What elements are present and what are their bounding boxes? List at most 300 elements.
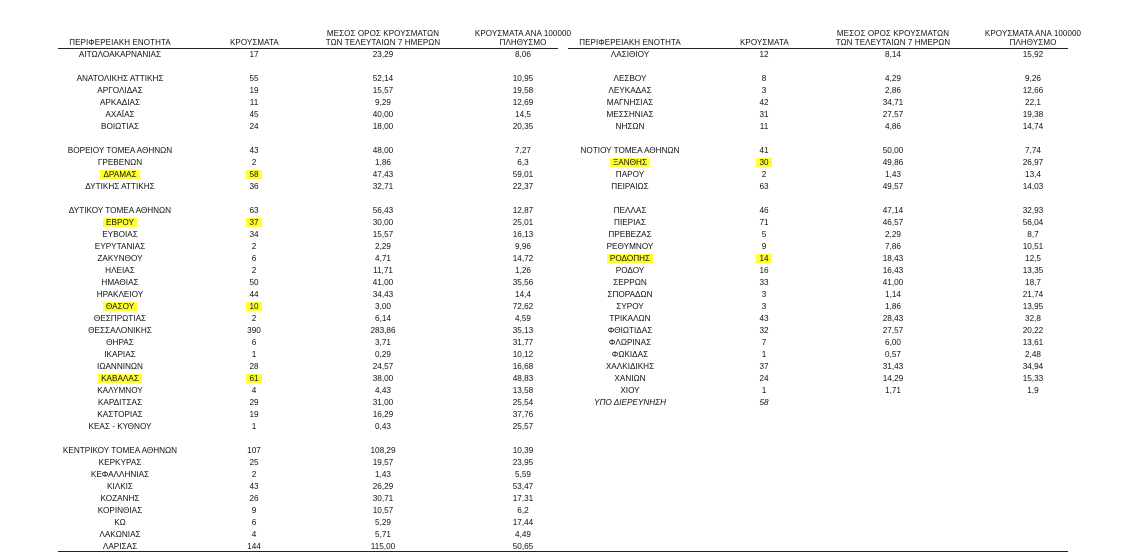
cell-cases <box>740 73 788 85</box>
cell-cases-text: 31 <box>759 110 769 119</box>
table-row <box>568 265 1068 277</box>
cell-per100k-text: 1,26 <box>515 266 531 275</box>
table-row <box>568 277 1068 289</box>
table-row <box>568 73 1068 85</box>
cell-avg7 <box>828 325 958 337</box>
cell-avg7 <box>828 121 958 133</box>
cell-per100k-text: 9,26 <box>1025 74 1041 83</box>
header-per100k <box>963 29 1103 47</box>
cell-per100k <box>963 241 1103 253</box>
cell-per100k <box>963 109 1103 121</box>
cell-region <box>568 169 692 181</box>
cell-avg7 <box>828 313 958 325</box>
table-row <box>58 109 558 121</box>
cell-avg7-text: 1,86 <box>375 158 391 167</box>
cell-region-text: ΧΑΛΚΙΔΙΚΗΣ <box>605 362 655 371</box>
cell-region-text: ΤΡΙΚΑΛΩΝ <box>609 314 651 323</box>
cell-avg7 <box>318 49 448 61</box>
cell-cases <box>740 121 788 133</box>
cell-cases <box>230 217 278 229</box>
cell-avg7 <box>318 517 448 529</box>
cell-avg7 <box>318 361 448 373</box>
cell-region-text: ΗΡΑΚΛΕΙΟΥ <box>96 290 144 299</box>
table-row <box>58 313 558 325</box>
cell-cases <box>230 409 278 421</box>
cell-region-text: ΚΑΡΔΙΤΣΑΣ <box>97 398 143 407</box>
table-row <box>58 493 558 505</box>
cell-avg7 <box>828 73 958 85</box>
table-row <box>58 97 558 109</box>
cell-per100k-text: 13,4 <box>1025 170 1041 179</box>
table-row <box>58 265 558 277</box>
cell-cases-text: 45 <box>249 110 259 119</box>
table-row <box>568 109 1068 121</box>
cell-cases <box>230 301 278 313</box>
cell-region <box>568 73 692 85</box>
cell-per100k-text: 37,76 <box>512 410 534 419</box>
cell-avg7-text: 52,14 <box>372 74 394 83</box>
cell-cases <box>230 241 278 253</box>
cell-cases <box>740 145 788 157</box>
cell-cases-text: 19 <box>249 410 259 419</box>
cell-region-text: ΦΘΙΩΤΙΔΑΣ <box>607 326 653 335</box>
cell-avg7 <box>828 109 958 121</box>
cell-region <box>568 121 692 133</box>
cell-cases-text: 2 <box>251 314 257 323</box>
cell-cases-text: 6 <box>251 518 257 527</box>
cell-avg7-text: 31,43 <box>882 362 904 371</box>
table-row <box>58 397 558 409</box>
cell-avg7-text: 26,29 <box>372 482 394 491</box>
cell-avg7-text: 30,71 <box>372 494 394 503</box>
cell-region <box>568 205 692 217</box>
cell-cases <box>230 313 278 325</box>
cell-avg7 <box>318 73 448 85</box>
cell-cases <box>230 517 278 529</box>
cell-per100k-text: 53,47 <box>512 482 534 491</box>
cell-cases-text: 9 <box>251 506 257 515</box>
cell-cases <box>740 313 788 325</box>
cell-region <box>58 229 182 241</box>
cell-per100k-text: 16,68 <box>512 362 534 371</box>
cell-cases-text: 9 <box>761 242 767 251</box>
table-row <box>58 505 558 517</box>
cell-cases-text: 32 <box>759 326 769 335</box>
cell-cases-text: 2 <box>251 158 257 167</box>
cell-cases-text: 17 <box>249 50 259 59</box>
cell-cases-text: 42 <box>759 98 769 107</box>
cell-cases <box>230 73 278 85</box>
cell-per100k-text: 50,65 <box>512 542 534 551</box>
cell-avg7-text: 1,71 <box>885 386 901 395</box>
cell-cases-text: 30 <box>756 158 771 167</box>
cell-avg7 <box>828 337 958 349</box>
cell-per100k-text: 32,93 <box>1022 206 1044 215</box>
cell-avg7-text: 38,00 <box>372 374 394 383</box>
blank-row <box>58 193 558 205</box>
table-row <box>568 157 1068 169</box>
cell-avg7 <box>318 385 448 397</box>
blank-row <box>58 61 558 73</box>
cell-cases <box>230 229 278 241</box>
cell-avg7-text: 27,57 <box>882 110 904 119</box>
cell-cases-text: 55 <box>249 74 259 83</box>
table-row <box>58 85 558 97</box>
left-rows <box>58 49 558 553</box>
cell-cases-text: 46 <box>759 206 769 215</box>
table-row <box>568 145 1068 157</box>
cell-per100k-text: 34,94 <box>1022 362 1044 371</box>
cell-avg7-text: 3,00 <box>375 302 391 311</box>
cell-region-text: ΛΕΥΚΑΔΑΣ <box>608 86 652 95</box>
cell-per100k <box>963 49 1103 61</box>
cell-cases-text: 24 <box>249 122 259 131</box>
cell-per100k-text: 6,3 <box>517 158 529 167</box>
cell-per100k <box>963 265 1103 277</box>
cell-avg7-text: 27,57 <box>882 326 904 335</box>
cell-per100k <box>963 145 1103 157</box>
cell-region-text: ΚΑΛΥΜΝΟΥ <box>97 386 143 395</box>
cell-region <box>58 517 182 529</box>
cell-per100k-text: 14,4 <box>515 290 531 299</box>
cell-avg7 <box>318 313 448 325</box>
table-row <box>568 97 1068 109</box>
cell-region <box>58 85 182 97</box>
cell-region-text: ΝΗΣΩΝ <box>615 122 645 131</box>
cell-cases <box>740 49 788 61</box>
cell-per100k-text: 25,54 <box>512 398 534 407</box>
cell-avg7 <box>828 169 958 181</box>
cell-cases-text: 58 <box>246 170 261 179</box>
cell-per100k-text: 12,5 <box>1025 254 1041 263</box>
cell-avg7 <box>828 349 958 361</box>
table-row <box>58 205 558 217</box>
cell-cases <box>740 217 788 229</box>
cell-per100k <box>963 325 1103 337</box>
cell-avg7-text: 41,00 <box>372 278 394 287</box>
cell-cases-text: 2 <box>251 266 257 275</box>
cell-per100k-text: 14,72 <box>512 254 534 263</box>
cell-cases <box>740 109 788 121</box>
cell-per100k-text: 12,66 <box>1022 86 1044 95</box>
cell-per100k-text: 13,95 <box>1022 302 1044 311</box>
cell-cases-text: 5 <box>761 230 767 239</box>
cell-per100k <box>963 349 1103 361</box>
blank-row <box>58 433 558 445</box>
cell-per100k-text: 14,03 <box>1022 182 1044 191</box>
cell-per100k-text: 72,62 <box>512 302 534 311</box>
table-row <box>58 529 558 541</box>
cell-region-text: ΚΑΣΤΟΡΙΑΣ <box>97 410 143 419</box>
cell-region <box>568 373 692 385</box>
cell-avg7 <box>318 121 448 133</box>
cell-per100k-text: 1,9 <box>1027 386 1039 395</box>
cell-region-text: ΓΡΕΒΕΝΩΝ <box>97 158 143 167</box>
cell-cases <box>230 289 278 301</box>
cell-per100k-text: 25,01 <box>512 218 534 227</box>
blank-row <box>58 133 558 145</box>
cell-per100k <box>453 469 593 481</box>
cell-per100k-text: 32,8 <box>1025 314 1041 323</box>
cell-cases <box>740 277 788 289</box>
cell-cases-text: 107 <box>247 446 261 455</box>
cell-per100k-text: 9,96 <box>515 242 531 251</box>
cell-per100k-text: 8,06 <box>515 50 531 59</box>
cell-avg7-text: 5,71 <box>375 530 391 539</box>
cell-region-text: ΚΕΝΤΡΙΚΟΥ ΤΟΜΕΑ ΑΘΗΝΩΝ <box>62 446 178 455</box>
header-region: ΠΕΡΙΦΕΡΕΙΑΚΗ ΕΝΟΤΗΤΑ <box>579 38 681 47</box>
cell-avg7 <box>828 289 958 301</box>
cell-region-text: ΧΙΟΥ <box>620 386 640 395</box>
cell-avg7 <box>828 277 958 289</box>
cell-avg7 <box>828 49 958 61</box>
cell-avg7-text: 34,71 <box>882 98 904 107</box>
cell-avg7-text: 15,57 <box>372 230 394 239</box>
cell-cases-text: 390 <box>247 326 261 335</box>
cell-avg7-text: 49,86 <box>882 158 904 167</box>
header-avg7 <box>828 29 958 47</box>
cell-avg7-text: 0,43 <box>375 422 391 431</box>
cell-region <box>58 97 182 109</box>
cell-region <box>58 253 182 265</box>
cell-region-text: ΘΗΡΑΣ <box>106 338 134 347</box>
cell-per100k <box>453 421 593 433</box>
cell-region-text: ΙΩΑΝΝΙΝΩΝ <box>97 362 143 371</box>
cell-cases <box>230 181 278 193</box>
cell-avg7-text: 18,00 <box>372 122 394 131</box>
cell-avg7 <box>318 493 448 505</box>
blank-row <box>568 193 1068 205</box>
cell-per100k <box>963 301 1103 313</box>
table-row <box>58 325 558 337</box>
cell-per100k-text: 10,51 <box>1022 242 1044 251</box>
cell-per100k-text: 7,27 <box>515 146 531 155</box>
cell-region <box>58 265 182 277</box>
cell-avg7 <box>318 337 448 349</box>
cell-region <box>568 313 692 325</box>
cell-avg7-text: 108,29 <box>370 446 396 455</box>
cell-region-text: ΚΟΖΑΝΗΣ <box>100 494 140 503</box>
cell-cases <box>230 481 278 493</box>
cell-per100k-text: 12,69 <box>512 98 534 107</box>
header-avg7-line1: ΜΕΣΟΣ ΟΡΟΣ ΚΡΟΥΣΜΑΤΩΝ <box>836 29 950 38</box>
cell-cases-text: 11 <box>759 122 769 131</box>
table-row <box>58 217 558 229</box>
cell-region <box>58 121 182 133</box>
cell-cases <box>740 325 788 337</box>
cell-per100k-text: 17,31 <box>512 494 534 503</box>
cell-cases-text: 6 <box>251 254 257 263</box>
header-avg7 <box>318 29 448 47</box>
cell-region <box>58 409 182 421</box>
cell-per100k-text: 35,13 <box>512 326 534 335</box>
cell-avg7-text: 2,29 <box>885 230 901 239</box>
cell-cases-text: 1 <box>761 350 767 359</box>
cell-region <box>58 469 182 481</box>
cell-region <box>58 325 182 337</box>
cell-per100k-text: 21,74 <box>1022 290 1044 299</box>
cell-avg7-text: 32,71 <box>372 182 394 191</box>
cell-avg7-text: 31,00 <box>372 398 394 407</box>
cell-region <box>58 169 182 181</box>
cell-region-text: ΖΑΚΥΝΘΟΥ <box>97 254 143 263</box>
cell-avg7-text: 4,29 <box>885 74 901 83</box>
cell-cases <box>230 49 278 61</box>
cell-avg7 <box>318 445 448 457</box>
cell-cases <box>230 397 278 409</box>
cell-cases-text: 10 <box>246 302 261 311</box>
cell-cases-text: 63 <box>249 206 259 215</box>
cell-per100k <box>963 85 1103 97</box>
table-row <box>58 445 558 457</box>
cell-cases-text: 26 <box>249 494 259 503</box>
cell-avg7-text: 49,57 <box>882 182 904 191</box>
cell-per100k-text: 56,04 <box>1022 218 1044 227</box>
cell-avg7-text: 47,14 <box>882 206 904 215</box>
cell-cases <box>230 493 278 505</box>
cell-region <box>568 289 692 301</box>
table-row <box>568 301 1068 313</box>
cell-per100k-text: 8,7 <box>1027 230 1039 239</box>
cell-region <box>58 157 182 169</box>
cell-region-text: ΚΟΡΙΝΘΙΑΣ <box>97 506 143 515</box>
table-row <box>568 121 1068 133</box>
blank-row <box>568 61 1068 73</box>
header-per100k-line1: ΚΡΟΥΣΜΑΤΑ ΑΝΑ 100000 <box>984 29 1082 38</box>
cell-region <box>58 385 182 397</box>
cell-avg7 <box>828 205 958 217</box>
cell-cases <box>230 121 278 133</box>
table-row <box>58 241 558 253</box>
cell-cases-text: 12 <box>759 50 769 59</box>
cell-cases <box>230 445 278 457</box>
table-row <box>568 181 1068 193</box>
cell-avg7-text: 0,29 <box>375 350 391 359</box>
cell-region-text: ΠΑΡΟΥ <box>615 170 645 179</box>
cell-cases <box>740 85 788 97</box>
table-row <box>58 481 558 493</box>
cell-per100k-text: 4,49 <box>515 530 531 539</box>
table-row <box>568 385 1068 397</box>
cell-cases-text: 2 <box>251 242 257 251</box>
cell-avg7-text: 3,71 <box>375 338 391 347</box>
cell-avg7-text: 18,43 <box>882 254 904 263</box>
cell-per100k-text: 2,48 <box>1025 350 1041 359</box>
cell-cases-text: 2 <box>251 470 257 479</box>
cell-avg7 <box>318 97 448 109</box>
cell-per100k-text: 10,39 <box>512 446 534 455</box>
cell-avg7-text: 1,43 <box>375 470 391 479</box>
cell-cases <box>230 205 278 217</box>
cell-cases <box>740 337 788 349</box>
cell-region <box>58 493 182 505</box>
cell-region <box>568 229 692 241</box>
cell-region <box>58 241 182 253</box>
cell-region-text: ΚΙΛΚΙΣ <box>106 482 133 491</box>
blank-row <box>568 133 1068 145</box>
cell-avg7-text: 4,43 <box>375 386 391 395</box>
table-row <box>568 313 1068 325</box>
cell-avg7 <box>318 301 448 313</box>
cell-avg7-text: 24,57 <box>372 362 394 371</box>
cell-region-text: ΞΑΝΘΗΣ <box>610 158 650 167</box>
cell-cases-text: 2 <box>761 170 767 179</box>
cell-region <box>58 397 182 409</box>
cell-cases <box>230 385 278 397</box>
cell-region-text: ΣΠΟΡΑΔΩΝ <box>607 290 653 299</box>
cell-cases <box>740 205 788 217</box>
cell-per100k <box>453 529 593 541</box>
cell-avg7-text: 2,29 <box>375 242 391 251</box>
cell-avg7-text: 23,29 <box>372 50 394 59</box>
cell-avg7-text: 0,57 <box>885 350 901 359</box>
table-row <box>568 397 1068 409</box>
cell-cases-text: 3 <box>761 290 767 299</box>
cell-cases <box>230 457 278 469</box>
cell-cases-text: 43 <box>249 482 259 491</box>
cell-avg7-text: 34,43 <box>372 290 394 299</box>
table-row <box>58 277 558 289</box>
cell-avg7-text: 15,57 <box>372 86 394 95</box>
cell-cases <box>740 253 788 265</box>
cell-region-text: ΕΥΡΥΤΑΝΙΑΣ <box>94 242 146 251</box>
cell-avg7 <box>318 157 448 169</box>
cell-avg7 <box>318 421 448 433</box>
table-row <box>568 337 1068 349</box>
cell-per100k <box>963 373 1103 385</box>
cell-region <box>568 361 692 373</box>
cell-cases-text: 63 <box>759 182 769 191</box>
cell-cases-text: 41 <box>759 146 769 155</box>
cell-per100k-text: 13,35 <box>1022 266 1044 275</box>
cell-region-text: ΛΑΡΙΣΑΣ <box>102 542 138 551</box>
cell-avg7 <box>318 469 448 481</box>
cell-region <box>568 85 692 97</box>
cell-per100k <box>963 361 1103 373</box>
cell-per100k-text: 31,77 <box>512 338 534 347</box>
cell-cases <box>230 529 278 541</box>
cell-avg7 <box>828 85 958 97</box>
cell-per100k-text: 13,58 <box>512 386 534 395</box>
header-region: ΠΕΡΙΦΕΡΕΙΑΚΗ ΕΝΟΤΗΤΑ <box>69 38 171 47</box>
cell-cases <box>740 289 788 301</box>
cell-avg7 <box>318 289 448 301</box>
cell-region-text: ΑΧΑΪΑΣ <box>105 110 135 119</box>
cell-region-text: ΔΥΤΙΚΗΣ ΑΤΤΙΚΗΣ <box>85 182 155 191</box>
cell-cases-text: 4 <box>251 386 257 395</box>
cell-cases-text: 37 <box>246 218 261 227</box>
table-row <box>58 49 558 61</box>
cell-region <box>568 349 692 361</box>
cell-avg7-text: 11,71 <box>373 266 393 275</box>
cell-region-text: ΕΥΒΟΙΑΣ <box>102 230 138 239</box>
cell-per100k <box>963 157 1103 169</box>
cell-per100k-text: 4,59 <box>515 314 531 323</box>
cell-avg7-text: 7,86 <box>885 242 901 251</box>
cell-region-text: ΑΙΤΩΛΟΑΚΑΡΝΑΝΙΑΣ <box>78 50 162 59</box>
cell-cases-text: 1 <box>251 350 257 359</box>
cell-region <box>58 73 182 85</box>
cell-per100k-text: 59,01 <box>512 170 534 179</box>
cell-cases-text: 3 <box>761 86 767 95</box>
cell-per100k-text: 22,1 <box>1025 98 1041 107</box>
cell-cases-text: 11 <box>249 98 259 107</box>
right-table <box>568 22 1082 409</box>
header-avg7-line2: ΤΩΝ ΤΕΛΕΥΤΑΙΩΝ 7 ΗΜΕΡΩΝ <box>835 38 951 47</box>
cell-cases-text: 25 <box>249 458 259 467</box>
cell-region <box>568 265 692 277</box>
cell-region-text: ΝΟΤΙΟΥ ΤΟΜΕΑ ΑΘΗΝΩΝ <box>580 146 680 155</box>
